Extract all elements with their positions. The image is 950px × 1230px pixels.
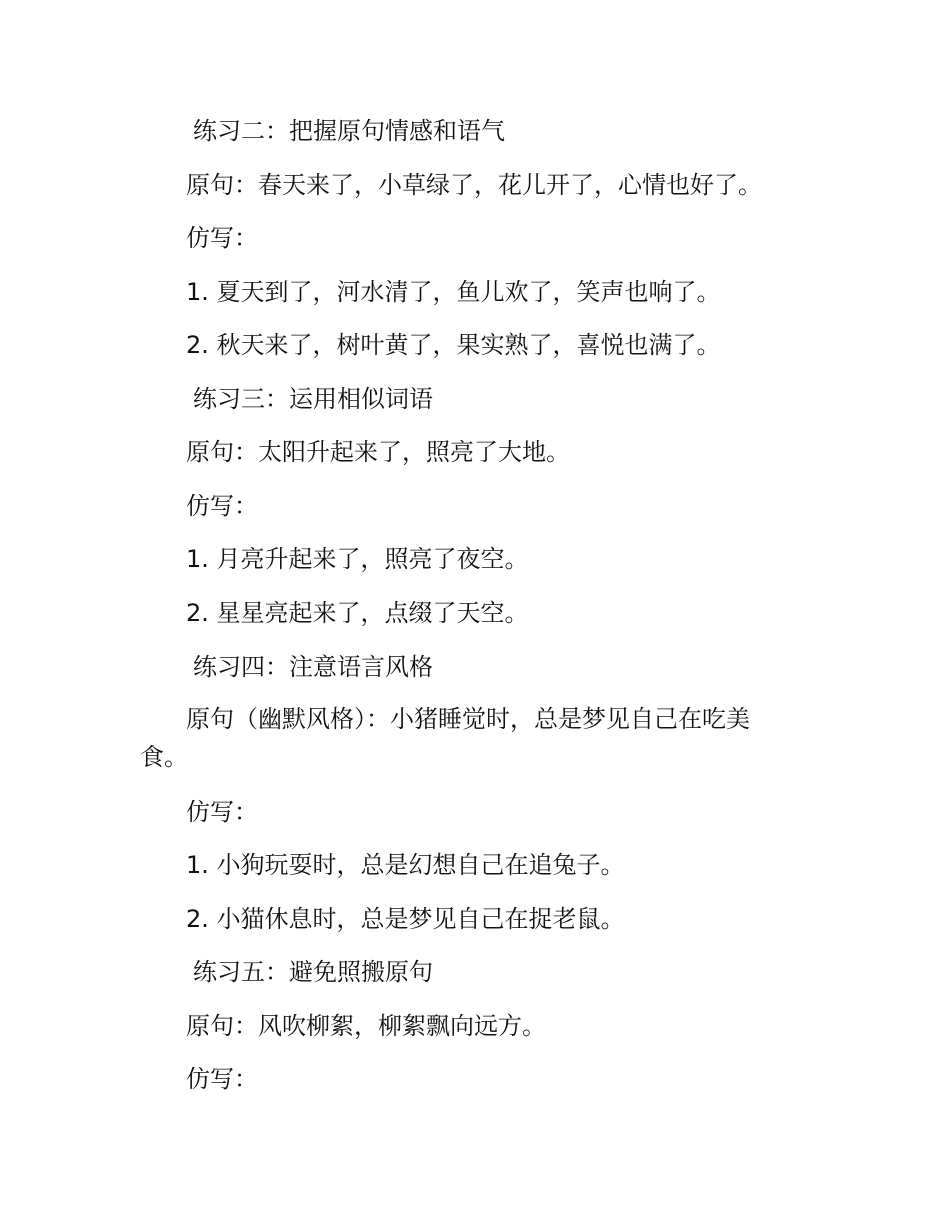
section-heading: 练习三：运用相似词语 <box>193 385 433 413</box>
imitate-label: 仿写： <box>186 224 258 252</box>
section-heading: 练习五：避免照搬原句 <box>193 958 433 986</box>
imitation-item: 2. 秋天来了，树叶黄了，果实熟了，喜悦也满了。 <box>186 331 721 359</box>
imitate-label: 仿写： <box>186 798 258 826</box>
original-sentence: 原句：太阳升起来了，照亮了大地。 <box>186 438 570 466</box>
section-heading: 练习二：把握原句情感和语气 <box>193 117 505 145</box>
original-sentence: 原句：风吹柳絮，柳絮飘向远方。 <box>186 1012 546 1040</box>
imitate-label: 仿写： <box>186 1065 258 1093</box>
imitation-item: 1. 月亮升起来了，照亮了夜空。 <box>186 545 529 573</box>
original-sentence: 原句（幽默风格）：小猪睡觉时，总是梦见自己在吃美食。 <box>140 705 750 771</box>
imitation-item: 2. 小猫休息时，总是梦见自己在捉老鼠。 <box>186 905 625 933</box>
imitate-label: 仿写： <box>186 492 258 520</box>
original-sentence: 原句：春天来了，小草绿了，花儿开了，心情也好了。 <box>186 171 762 199</box>
imitation-item: 1. 夏天到了，河水清了，鱼儿欢了，笑声也响了。 <box>186 278 721 306</box>
section-heading: 练习四：注意语言风格 <box>193 653 433 681</box>
imitation-item: 1. 小狗玩耍时，总是幻想自己在追兔子。 <box>186 851 625 879</box>
imitation-item: 2. 星星亮起来了，点缀了天空。 <box>186 599 529 627</box>
